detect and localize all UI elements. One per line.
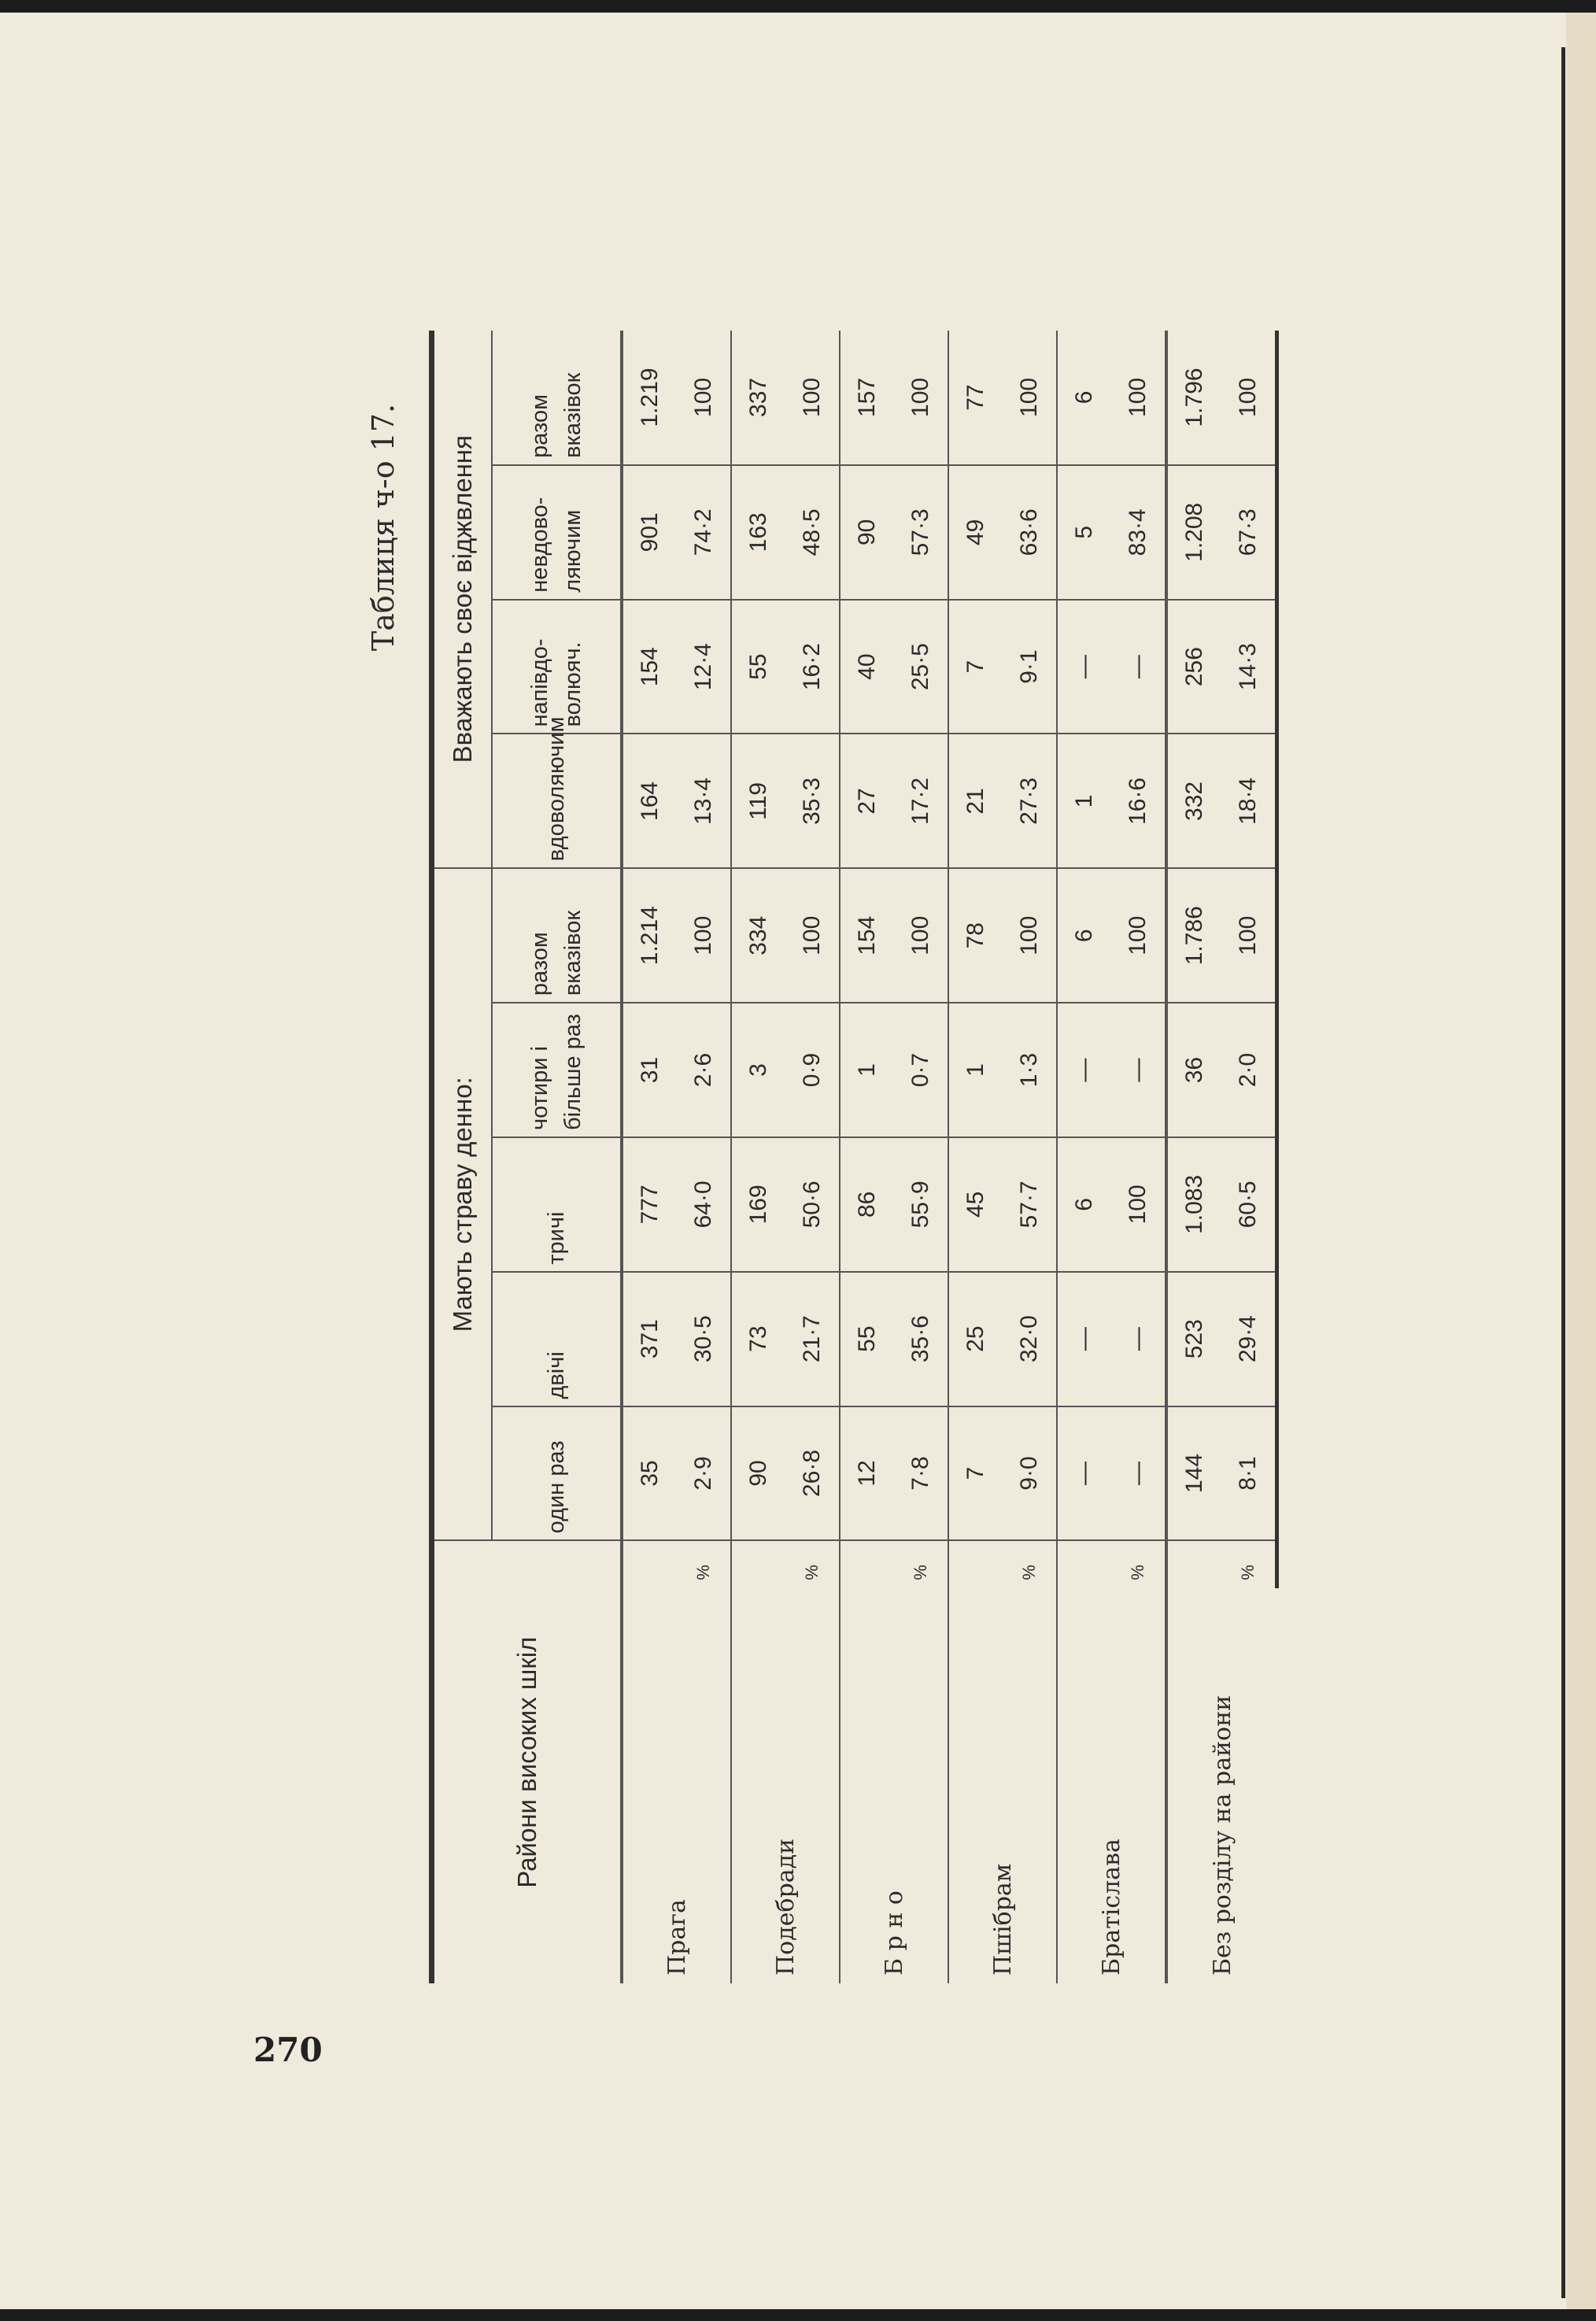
percent-cell: 27·3 bbox=[1003, 734, 1057, 869]
page-edge bbox=[1566, 13, 1596, 2309]
count-cell: 7 bbox=[948, 600, 1003, 734]
count-cell: 3 bbox=[731, 1003, 785, 1137]
percent-cell: 9·1 bbox=[1003, 600, 1057, 734]
count-cell: 78 bbox=[948, 868, 1003, 1003]
percent-cell: 2·6 bbox=[677, 1003, 731, 1137]
count-cell: 49 bbox=[948, 465, 1003, 600]
district-label: Подебради bbox=[731, 1588, 840, 1983]
count-cell: 371 bbox=[622, 1272, 677, 1406]
table-row bbox=[731, 331, 785, 1983]
count-cell: 35 bbox=[622, 1406, 677, 1541]
percent-cell: 0·7 bbox=[894, 1003, 948, 1137]
percent-marker: % bbox=[1221, 1540, 1277, 1587]
count-cell: 77 bbox=[948, 331, 1003, 465]
percent-cell: 12·4 bbox=[677, 600, 731, 734]
district-label: Б р н о bbox=[840, 1588, 948, 1983]
count-cell: 36 bbox=[1166, 1003, 1221, 1137]
count-cell: 1.214 bbox=[622, 868, 677, 1003]
page-number: 270 bbox=[253, 2031, 323, 2069]
count-cell: 21 bbox=[948, 734, 1003, 869]
count-cell: 73 bbox=[731, 1272, 785, 1406]
percent-cell: 100 bbox=[785, 868, 840, 1003]
count-cell: 256 bbox=[1166, 600, 1221, 734]
percent-cell: 16·6 bbox=[1111, 734, 1166, 869]
table-row bbox=[948, 331, 1003, 1983]
percent-marker: % bbox=[1128, 1565, 1147, 1580]
percent-cell: 83·4 bbox=[1111, 465, 1166, 600]
district-label: Без розділу на райони bbox=[1166, 1588, 1277, 1983]
count-cell: 86 bbox=[840, 1137, 894, 1272]
count-cell: 6 bbox=[1057, 1137, 1111, 1272]
percent-cell: 32·0 bbox=[1003, 1272, 1057, 1406]
count-cell: — bbox=[1057, 1406, 1111, 1541]
percent-cell: 7·8 bbox=[894, 1406, 948, 1541]
percent-cell: 2·0 bbox=[1221, 1003, 1277, 1137]
count-cell: 1.208 bbox=[1166, 465, 1221, 600]
count-cell: 27 bbox=[840, 734, 894, 869]
count-cell: 40 bbox=[840, 600, 894, 734]
percent-cell: 35·3 bbox=[785, 734, 840, 869]
percent-cell: 57·3 bbox=[894, 465, 948, 600]
subheader: напівдо-волюяч. bbox=[492, 600, 622, 734]
count-cell: 25 bbox=[948, 1272, 1003, 1406]
district-label: Пшібрам bbox=[948, 1588, 1057, 1983]
rotated-table-region bbox=[366, 307, 1261, 1983]
percent-cell: 100 bbox=[1003, 331, 1057, 465]
percent-cell: 100 bbox=[1111, 1137, 1166, 1272]
count-cell: 55 bbox=[731, 600, 785, 734]
count-cell: 332 bbox=[1166, 734, 1221, 869]
spacer-cell bbox=[840, 1540, 894, 1587]
percent-cell: 50·6 bbox=[785, 1137, 840, 1272]
percent-cell: 100 bbox=[785, 331, 840, 465]
count-cell: 1.796 bbox=[1166, 331, 1221, 465]
count-cell: 334 bbox=[731, 868, 785, 1003]
count-cell: 154 bbox=[840, 868, 894, 1003]
percent-cell: 2·9 bbox=[677, 1406, 731, 1541]
percent-cell: 100 bbox=[677, 331, 731, 465]
percent-cell: 74·2 bbox=[677, 465, 731, 600]
percent-cell: 100 bbox=[1111, 331, 1166, 465]
percent-cell: 17·2 bbox=[894, 734, 948, 869]
header-corner: Райони високих шкіл bbox=[432, 1540, 623, 1983]
count-cell: 5 bbox=[1057, 465, 1111, 600]
percent-cell: 48·5 bbox=[785, 465, 840, 600]
count-cell: 163 bbox=[731, 465, 785, 600]
count-cell: 144 bbox=[1166, 1406, 1221, 1541]
subheader: разом вказівок bbox=[492, 331, 622, 465]
count-cell: — bbox=[1057, 1003, 1111, 1137]
percent-cell: 67·3 bbox=[1221, 465, 1277, 600]
count-cell: 169 bbox=[731, 1137, 785, 1272]
count-cell: 31 bbox=[622, 1003, 677, 1137]
percent-marker: % bbox=[1019, 1565, 1039, 1580]
count-cell: 777 bbox=[622, 1137, 677, 1272]
count-cell: 90 bbox=[840, 465, 894, 600]
percent-cell: 55·9 bbox=[894, 1137, 948, 1272]
count-cell: 90 bbox=[731, 1406, 785, 1541]
count-cell: 1 bbox=[840, 1003, 894, 1137]
percent-marker: % bbox=[802, 1565, 822, 1580]
percent-cell: 21·7 bbox=[785, 1272, 840, 1406]
percent-cell: 14·3 bbox=[1221, 600, 1277, 734]
count-cell: 6 bbox=[1057, 868, 1111, 1003]
subheader: один раз bbox=[492, 1406, 622, 1541]
count-cell: 523 bbox=[1166, 1272, 1221, 1406]
table-row bbox=[622, 331, 677, 1983]
spacer-cell bbox=[622, 1540, 677, 1587]
percent-cell: 13·4 bbox=[677, 734, 731, 869]
district-label: Братіслава bbox=[1057, 1588, 1166, 1983]
count-cell: 12 bbox=[840, 1406, 894, 1541]
percent-cell: 63·6 bbox=[1003, 465, 1057, 600]
count-cell: 1.786 bbox=[1166, 868, 1221, 1003]
page-edge-line bbox=[1561, 47, 1565, 2298]
percent-cell: 100 bbox=[1111, 868, 1166, 1003]
subheader: двічі bbox=[492, 1272, 622, 1406]
count-cell: 901 bbox=[622, 465, 677, 600]
percent-cell: 1·3 bbox=[1003, 1003, 1057, 1137]
subheader: невдово-ляючим bbox=[492, 465, 622, 600]
table-row bbox=[840, 331, 894, 1983]
count-cell: 157 bbox=[840, 331, 894, 465]
percent-cell: 29·4 bbox=[1221, 1272, 1277, 1406]
table-row bbox=[1166, 331, 1221, 1983]
percent-cell: 0·9 bbox=[785, 1003, 840, 1137]
percent-marker: % bbox=[693, 1565, 713, 1580]
spacer-cell bbox=[1166, 1540, 1221, 1587]
percent-cell: 57·7 bbox=[1003, 1137, 1057, 1272]
count-cell: 1 bbox=[1057, 734, 1111, 869]
count-cell: 337 bbox=[731, 331, 785, 465]
district-label: Прага bbox=[663, 1899, 691, 1975]
percent-cell: 18·4 bbox=[1221, 734, 1277, 869]
subheader: разом вказівок bbox=[492, 868, 622, 1003]
count-cell: 1.219 bbox=[622, 331, 677, 465]
table-body bbox=[622, 331, 1277, 1983]
count-cell: 7 bbox=[948, 1406, 1003, 1541]
count-cell: 164 bbox=[622, 734, 677, 869]
subheader: чотири і більше раз bbox=[492, 1003, 622, 1137]
percent-cell: — bbox=[1111, 1406, 1166, 1541]
subheader: тричі bbox=[492, 1137, 622, 1272]
percent-cell: 100 bbox=[1003, 868, 1057, 1003]
subheader: вдоволяючим bbox=[492, 734, 622, 869]
count-cell: 55 bbox=[840, 1272, 894, 1406]
percent-cell: — bbox=[1111, 1003, 1166, 1137]
spacer-cell bbox=[731, 1540, 785, 1587]
spacer-cell bbox=[948, 1540, 1003, 1587]
count-cell: 154 bbox=[622, 600, 677, 734]
percent-cell: 64·0 bbox=[677, 1137, 731, 1272]
percent-cell: 8·1 bbox=[1221, 1406, 1277, 1541]
percent-cell: 100 bbox=[1221, 331, 1277, 465]
percent-cell: 9·0 bbox=[1003, 1406, 1057, 1541]
count-cell: 119 bbox=[731, 734, 785, 869]
percent-marker: % bbox=[911, 1565, 930, 1580]
count-cell: 45 bbox=[948, 1137, 1003, 1272]
table-row bbox=[1057, 331, 1111, 1983]
statistics-table bbox=[429, 331, 1279, 1983]
count-cell: 1 bbox=[948, 1003, 1003, 1137]
percent-cell: 16·2 bbox=[785, 600, 840, 734]
group-header-meals: Мають страву денно: bbox=[432, 868, 493, 1540]
count-cell: — bbox=[1057, 600, 1111, 734]
table-title: Таблиця ч-о 17. bbox=[366, 403, 401, 652]
count-cell: 1.083 bbox=[1166, 1137, 1221, 1272]
percent-cell: 25·5 bbox=[894, 600, 948, 734]
count-cell: — bbox=[1057, 1272, 1111, 1406]
count-cell: 6 bbox=[1057, 331, 1111, 465]
percent-cell: 35·6 bbox=[894, 1272, 948, 1406]
percent-cell: — bbox=[1111, 600, 1166, 734]
percent-cell: 100 bbox=[1221, 868, 1277, 1003]
percent-cell: 26·8 bbox=[785, 1406, 840, 1541]
percent-cell: 100 bbox=[894, 331, 948, 465]
spacer-cell bbox=[1057, 1540, 1111, 1587]
percent-cell: 100 bbox=[894, 868, 948, 1003]
percent-cell: — bbox=[1111, 1272, 1166, 1406]
group-header-nutrition: Вважають своє віджвлення bbox=[432, 331, 493, 868]
percent-cell: 100 bbox=[677, 868, 731, 1003]
percent-cell: 30·5 bbox=[677, 1272, 731, 1406]
percent-cell: 60·5 bbox=[1221, 1137, 1277, 1272]
